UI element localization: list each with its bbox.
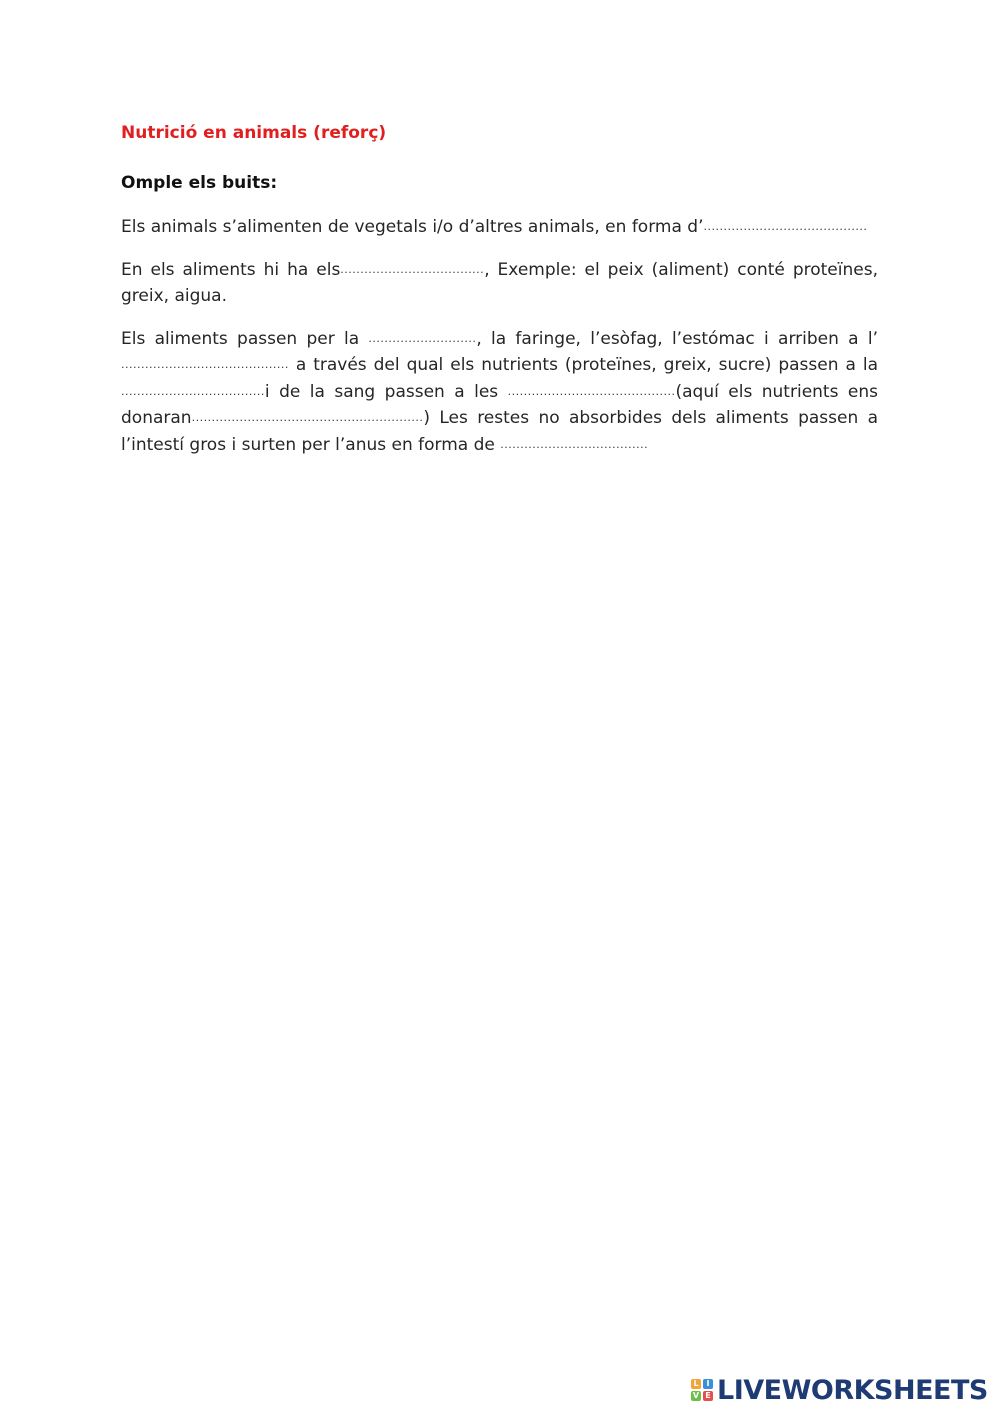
blank-field-1[interactable]: ......................................... (703, 220, 868, 232)
blank-field-5[interactable]: .................................... (121, 384, 265, 397)
paragraph-3 (121, 326, 878, 459)
paragraph-text: Els animals s’alimenten de vegetals i/o d’altres animals, en forma d’ (121, 217, 704, 237)
paragraph-text: En els aliments hi ha els (121, 259, 341, 280)
paragraph-text: , Exemple: el peix (aliment) conté proteïnes, greix, aigua. (121, 259, 878, 306)
brand-name: LIVEWORKSHEETS (717, 1374, 988, 1406)
worksheet-content (121, 120, 878, 474)
logo-letter-i: I (703, 1379, 713, 1389)
blank-field-2[interactable]: .................................... (340, 262, 485, 275)
paragraph-text: (aquí els nutrients ens donaran (121, 381, 878, 428)
paragraph-text: ) Les restes no absorbides dels aliments passen a l’intestí gros i surten per l’anus en forma de (121, 408, 878, 455)
instruction-heading: Omple els buits: (121, 173, 278, 193)
page-title: Nutrició en animals (reforç) (121, 123, 387, 143)
logo-letter-e: E (703, 1391, 713, 1401)
blank-field-3[interactable]: ........................... (368, 331, 477, 344)
paragraph-text: i de la sang passen a les (264, 381, 508, 402)
blank-field-8[interactable]: ..................................... (500, 437, 649, 450)
paragraph-1 (121, 214, 878, 241)
paragraph-2 (121, 257, 878, 310)
logo-letter-v: V (692, 1391, 700, 1400)
liveworksheets-logo-icon (691, 1379, 713, 1401)
paragraph-text: Els aliments passen per la (121, 328, 369, 349)
liveworksheets-brand (691, 1375, 988, 1405)
paragraph-text: a través del qual els nutrients (proteïnes, greix, sucre) passen a la (288, 355, 878, 375)
blank-field-7[interactable]: .......................................................... (191, 411, 424, 423)
logo-letter-l: L (691, 1379, 701, 1389)
blank-field-4[interactable]: .......................................... (121, 358, 289, 370)
paragraph-text: , la faringe, l’esòfag, l’estómac i arriben a l’ (476, 328, 878, 349)
blank-field-6[interactable]: .......................................... (507, 384, 676, 397)
